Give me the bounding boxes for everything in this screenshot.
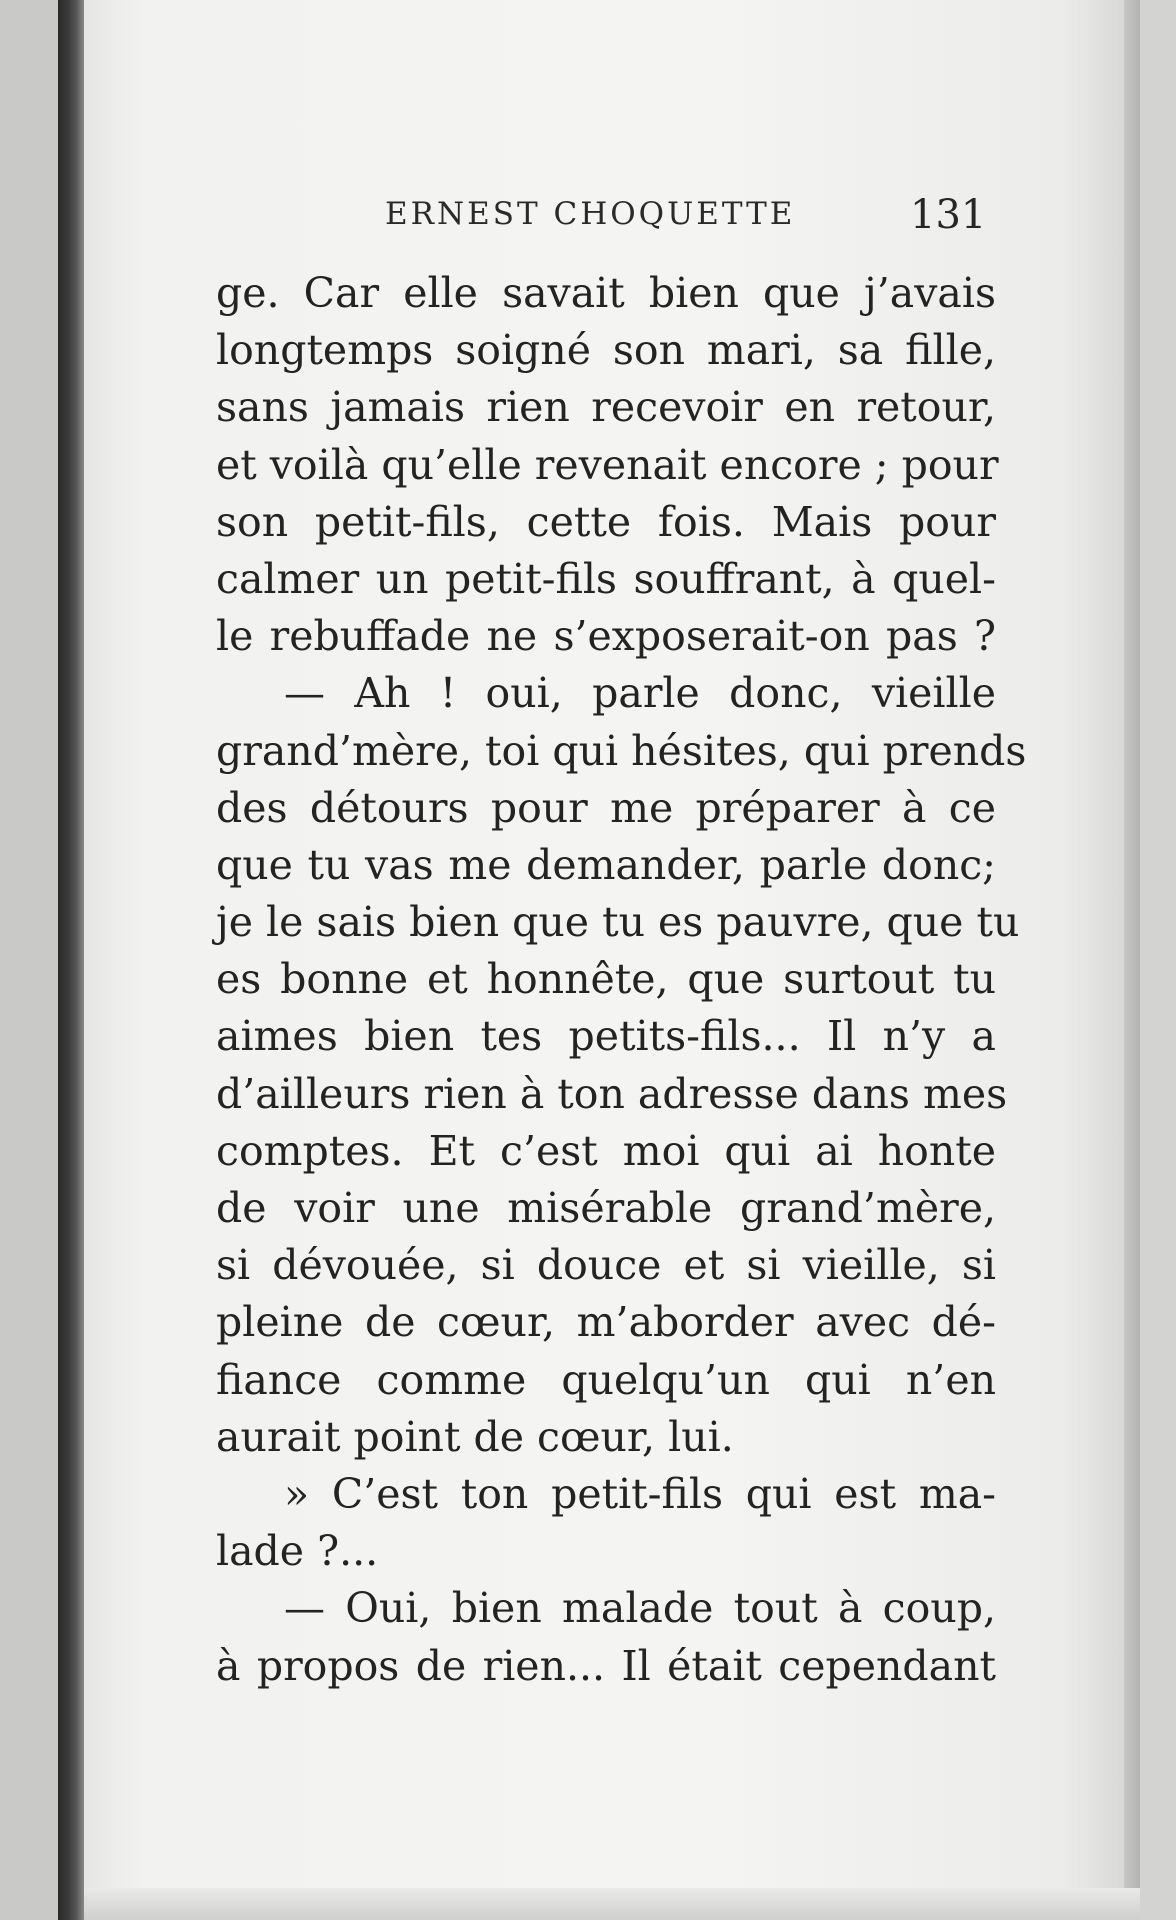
running-title: ERNEST CHOQUETTE: [385, 196, 796, 232]
book-spine: [58, 0, 84, 1920]
text-line: et voilà qu’elle revenait encore ; pour: [216, 440, 999, 489]
text-line: à propos de rien... Il était cependant: [216, 1641, 996, 1690]
text-line: — Oui, bien malade tout à coup,: [284, 1584, 996, 1633]
text-line: » C’est ton petit-fils qui est ma-: [284, 1469, 996, 1518]
text-line: comptes. Et c’est moi qui ai honte: [216, 1126, 996, 1175]
text-line: si dévouée, si douce et si vieille, si: [216, 1241, 996, 1290]
text-line: des détours pour me préparer à ce: [216, 783, 996, 832]
text-line: grand’mère, toi qui hésites, qui prends: [216, 726, 1027, 775]
text-line: es bonne et honnête, que surtout tu: [216, 955, 996, 1004]
text-line: je le sais bien que tu es pauvre, que tu: [216, 898, 1020, 947]
text-line: aimes bien tes petits-fils... Il n’y a: [216, 1012, 996, 1061]
text-line: ge. Car elle savait bien que j’avais: [216, 269, 996, 317]
text-line: — Ah ! oui, parle donc, vieille: [284, 669, 996, 718]
text-line: son petit-fils, cette fois. Mais pour: [216, 497, 996, 546]
scan-right-margin: [1140, 0, 1176, 1920]
page-edge: [1124, 0, 1140, 1920]
text-line: le rebuffade ne s’exposerait-on pas ?: [216, 612, 996, 661]
text-line: d’ailleurs rien à ton adresse dans mes: [216, 1069, 1008, 1118]
text-line: sans jamais rien recevoir en retour,: [216, 383, 996, 432]
text-line: que tu vas me demander, parle donc;: [216, 840, 996, 889]
text-line: de voir une misérable grand’mère,: [216, 1184, 996, 1232]
page-number: 131: [910, 192, 987, 238]
text-line: aurait point de cœur, lui.: [216, 1412, 734, 1461]
running-head: [385, 192, 987, 238]
body-text: [216, 265, 1027, 1695]
text-line: calmer un petit-fils souffrant, à quel-: [216, 554, 996, 603]
text-line: fiance comme quelqu’un qui n’en: [216, 1355, 996, 1404]
text-line: pleine de cœur, m’aborder avec dé-: [216, 1298, 996, 1347]
text-line: lade ?...: [216, 1527, 379, 1576]
page-bottom-edge: [84, 1888, 1140, 1920]
text-line: longtemps soigné son mari, sa fille,: [216, 326, 996, 375]
scan-left-margin: [0, 0, 58, 1920]
